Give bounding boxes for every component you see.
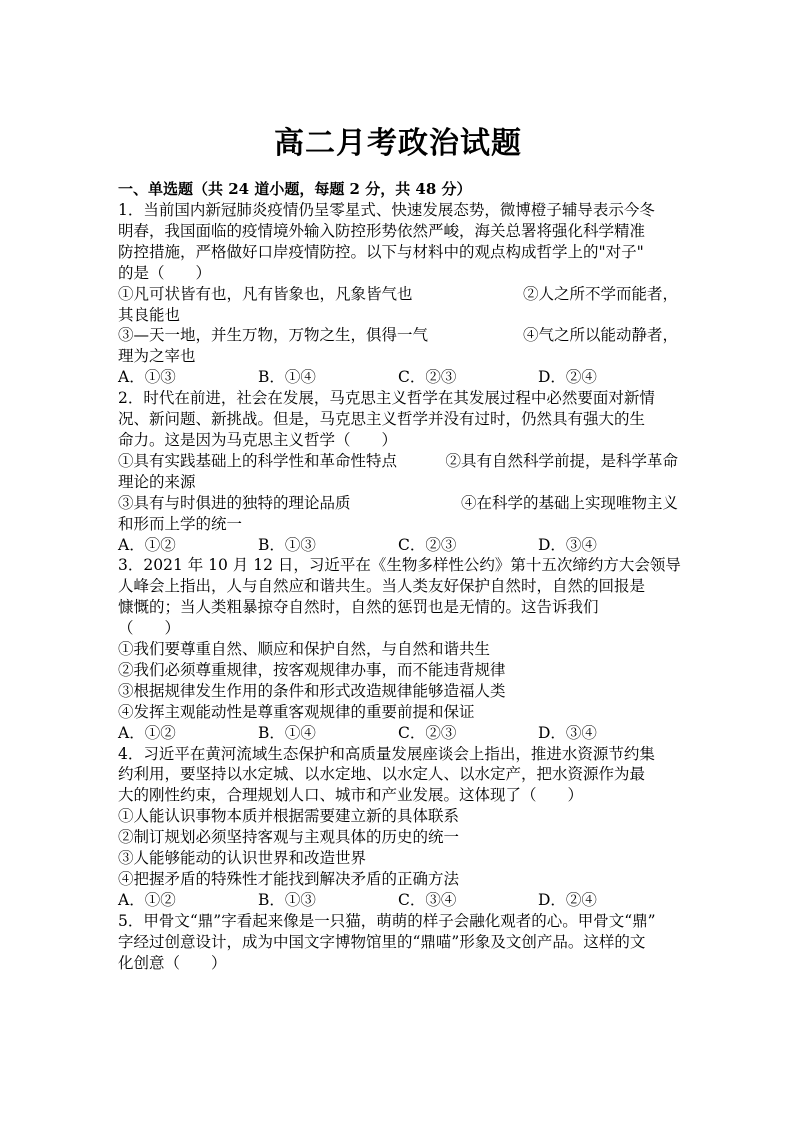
choice-b: B．①④ xyxy=(258,368,316,387)
question-stem-line: 防控措施，严格做好口岸疫情防控。以下与材料中的观点构成哲学上的"对子" xyxy=(118,242,644,261)
question-1 xyxy=(118,200,678,388)
choice-a: A．①② xyxy=(118,723,176,742)
answer-choices xyxy=(118,723,678,744)
question-stem-line: 5．甲骨文“鼎”字看起来像是一只猫，萌萌的样子会融化观者的心。甲骨文“鼎” xyxy=(118,911,656,930)
choice-d: D．②④ xyxy=(538,368,597,387)
question-stem-line: 的是（ ） xyxy=(118,263,212,282)
option-continuation: 和形而上学的统一 xyxy=(118,514,243,533)
option-4: ④发挥主观能动性是尊重客观规律的重要前提和保证 xyxy=(118,702,475,721)
answer-choices xyxy=(118,367,678,388)
option-row xyxy=(118,493,678,514)
option-row xyxy=(118,451,678,472)
question-stem-line: （ ） xyxy=(118,619,181,638)
question-stem-line: 化创意（ ） xyxy=(118,953,227,972)
option-3: ③具有与时俱进的独特的理论品质 xyxy=(118,493,351,512)
question-stem-line: 4．习近平在黄河流域生态保护和高质量发展座谈会上指出，推进水资源节约集 xyxy=(118,744,655,763)
question-stem-line: 1．当前国内新冠肺炎疫情仍呈零星式、快速发展态势，微博橙子辅导表示今冬 xyxy=(118,201,655,219)
choice-b: B．①③ xyxy=(258,890,316,909)
choice-b: B．①④ xyxy=(258,723,316,742)
answer-choices xyxy=(118,535,678,556)
question-stem-line: 人峰会上指出，人与自然应和谐共生。当人类友好保护自然时，自然的回报是 xyxy=(118,577,646,596)
question-2 xyxy=(118,388,678,555)
option-3: ③—天一地，并生万物，万物之生，俱得一气 xyxy=(118,326,429,345)
choice-c: C．②③ xyxy=(398,535,457,554)
option-2: ②我们必须尊重规律，按客观规律办事，而不能违背规律 xyxy=(118,660,506,679)
choice-c: C．③④ xyxy=(398,890,457,909)
section-heading: 一、单选题（共 24 道小题，每题 2 分，共 48 分） xyxy=(118,180,472,198)
option-1: ①凡可状皆有也，凡有皆象也，凡象皆气也 xyxy=(118,284,413,303)
question-3 xyxy=(118,555,681,743)
question-stem-line: 约利用，要坚持以水定城、以水定地、以水定人、以水定产，把水资源作为最 xyxy=(118,765,646,784)
choice-c: C．②③ xyxy=(398,368,457,387)
choice-a: A．①② xyxy=(118,890,176,909)
question-stem-line: 慷慨的；当人类粗暴掠夺自然时，自然的惩罚也是无情的。这告诉我们 xyxy=(118,598,599,617)
option-2: ②具有自然科学前提，是科学革命 xyxy=(445,451,678,470)
question-4 xyxy=(118,744,678,911)
option-4: ④在科学的基础上实现唯物主义 xyxy=(460,493,678,512)
question-stem-line: 明春，我国面临的疫情境外输入防控形势依然严峻，海关总署将强化科学精准 xyxy=(118,221,646,240)
choice-d: D．②④ xyxy=(538,890,597,909)
choice-b: B．①③ xyxy=(258,535,316,554)
choice-a: A．①② xyxy=(118,535,176,554)
option-continuation: 理论的来源 xyxy=(118,472,196,491)
question-5 xyxy=(118,911,678,974)
option-1: ①具有实践基础上的科学性和革命性特点 xyxy=(118,451,398,470)
option-row xyxy=(118,325,678,346)
question-stem-line: 3．2021 年 10 月 12 日，习近平在《生物多样性公约》第十五次缔约方大会领导 xyxy=(118,556,681,575)
option-2: ②人之所不学而能者， xyxy=(522,284,678,303)
question-stem-line: 命力。这是因为马克思主义哲学（ ） xyxy=(118,430,398,449)
question-stem-line: 2．时代在前进，社会在发展，马克思主义哲学在其发展过程中必然要面对新情 xyxy=(118,389,655,408)
question-stem-line: 大的刚性约束，合理规划人口、城市和产业发展。这体现了（ ） xyxy=(118,786,584,805)
option-1: ①人能认识事物本质并根据需要建立新的具体联系 xyxy=(118,807,460,826)
option-3: ③人能够能动的认识世界和改造世界 xyxy=(118,849,367,868)
choice-d: D．③④ xyxy=(538,723,597,742)
option-4: ④把握矛盾的特殊性才能找到解决矛盾的正确方法 xyxy=(118,870,460,888)
option-row xyxy=(118,284,678,305)
answer-choices xyxy=(118,890,678,911)
questions-body xyxy=(118,200,681,974)
question-stem-line: 字经过创意设计，成为中国文字博物馆里的“鼎喵”形象及文创产品。这样的文 xyxy=(118,932,646,951)
option-continuation: 其良能也 xyxy=(118,305,181,324)
option-continuation: 理为之宰也 xyxy=(118,347,196,366)
option-3: ③根据规律发生作用的条件和形式改造规律能够造福人类 xyxy=(118,681,506,700)
choice-d: D．③④ xyxy=(538,535,597,554)
question-stem-line: 况、新问题、新挑战。但是，马克思主义哲学并没有过时，仍然具有强大的生 xyxy=(118,410,646,429)
option-1: ①我们要尊重自然、顺应和保护自然，与自然和谐共生 xyxy=(118,640,491,659)
choice-a: A．①③ xyxy=(118,368,176,387)
option-4: ④气之所以能动静者， xyxy=(522,326,678,345)
page-title: 高二月考政治试题 xyxy=(274,126,522,161)
choice-c: C．②③ xyxy=(398,723,457,742)
option-2: ②制订规划必须坚持客观与主观具体的历史的统一 xyxy=(118,828,460,847)
